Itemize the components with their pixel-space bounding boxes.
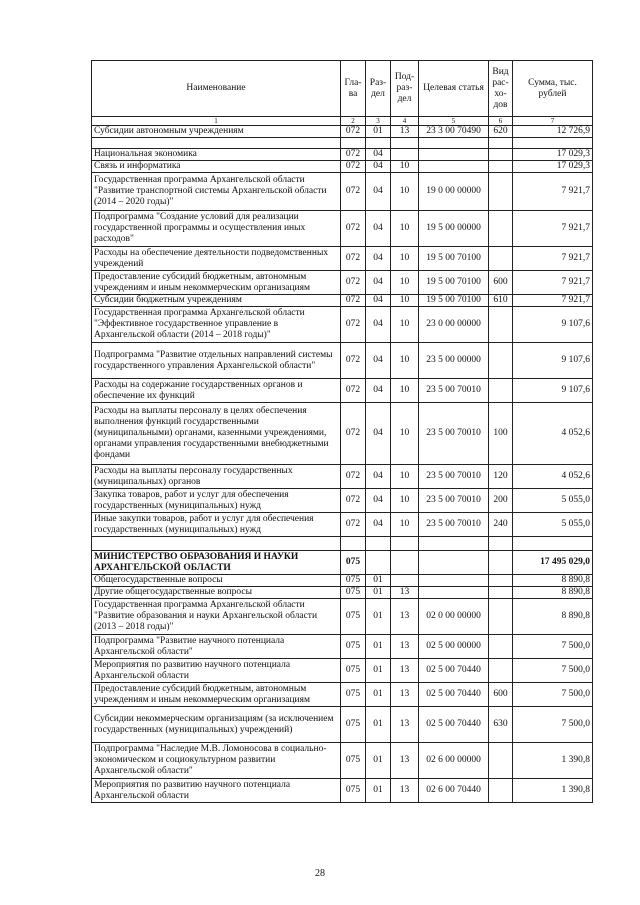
- row-expense-type: [489, 149, 513, 161]
- row-chapter: 072: [341, 307, 366, 343]
- table-row: [92, 403, 593, 465]
- table-row: [92, 149, 593, 161]
- row-subsection: 13: [391, 779, 419, 803]
- row-section: 04: [366, 161, 391, 173]
- row-section: 01: [366, 707, 391, 743]
- row-name: Общегосударственные вопросы: [92, 575, 341, 587]
- row-section: 01: [366, 635, 391, 659]
- row-sum: 9 107,6: [513, 343, 593, 379]
- row-target-article: 02 6 00 00000: [419, 743, 489, 779]
- table-row: [92, 587, 593, 599]
- row-subsection: 10: [391, 173, 419, 211]
- table-row: [92, 173, 593, 211]
- row-name: МИНИСТЕРСТВО ОБРАЗОВАНИЯ И НАУКИ АРХАНГЕЛЬСКОЙ ОБЛАСТИ: [92, 551, 341, 575]
- row-sum: 8 890,8: [513, 587, 593, 599]
- row-subsection: 13: [391, 659, 419, 683]
- row-sum: 7 921,7: [513, 173, 593, 211]
- row-sum: [513, 138, 593, 149]
- row-expense-type: [489, 211, 513, 247]
- header-name: Наименование: [92, 61, 341, 117]
- row-chapter: 075: [341, 587, 366, 599]
- row-sum: 8 890,8: [513, 599, 593, 635]
- row-sum: 9 107,6: [513, 307, 593, 343]
- table-spacer-row: [92, 138, 593, 149]
- row-name: Национальная экономика: [92, 149, 341, 161]
- row-subsection: 10: [391, 465, 419, 489]
- row-target-article: 23 5 00 70010: [419, 379, 489, 403]
- table-row: [92, 513, 593, 537]
- row-section: 01: [366, 126, 391, 138]
- row-section: 04: [366, 379, 391, 403]
- row-chapter: 072: [341, 161, 366, 173]
- table-row: [92, 161, 593, 173]
- row-section: 01: [366, 575, 391, 587]
- row-chapter: 072: [341, 489, 366, 513]
- row-target-article: 23 5 00 70010: [419, 513, 489, 537]
- row-section: 04: [366, 149, 391, 161]
- row-expense-type: [489, 635, 513, 659]
- table-row: [92, 379, 593, 403]
- row-name: Государственная программа Архангельской области "Эффективное государственное управление в Архангельской области (2014 – 2018 годы)": [92, 307, 341, 343]
- row-section: 04: [366, 173, 391, 211]
- budget-table: [91, 60, 593, 803]
- row-target-article: 23 5 00 70010: [419, 489, 489, 513]
- row-chapter: 072: [341, 403, 366, 465]
- row-chapter: 072: [341, 465, 366, 489]
- row-sum: 7 921,7: [513, 247, 593, 271]
- row-section: 04: [366, 295, 391, 307]
- row-section: 01: [366, 599, 391, 635]
- row-name: Расходы на содержание государственных органов и обеспечение их функций: [92, 379, 341, 403]
- row-sum: 12 726,9: [513, 126, 593, 138]
- table-row: [92, 659, 593, 683]
- row-sum: 7 500,0: [513, 635, 593, 659]
- row-sum: 1 390,8: [513, 743, 593, 779]
- row-target-article: 23 0 00 00000: [419, 307, 489, 343]
- row-sum: 5 055,0: [513, 513, 593, 537]
- row-name: Субсидии некоммерческим организациям (за исключением государственных (муниципальных) учреждений): [92, 707, 341, 743]
- table-row: [92, 343, 593, 379]
- row-chapter: 075: [341, 599, 366, 635]
- row-subsection: 10: [391, 513, 419, 537]
- row-expense-type: 120: [489, 465, 513, 489]
- row-chapter: 075: [341, 575, 366, 587]
- row-subsection: 13: [391, 599, 419, 635]
- row-section: 04: [366, 513, 391, 537]
- row-target-article: [419, 138, 489, 149]
- row-target-article: 19 5 00 70100: [419, 247, 489, 271]
- row-subsection: 10: [391, 403, 419, 465]
- row-expense-type: [489, 575, 513, 587]
- row-section: [366, 138, 391, 149]
- row-section: 04: [366, 247, 391, 271]
- column-number: 6: [489, 117, 513, 126]
- row-subsection: [391, 138, 419, 149]
- column-number: 4: [391, 117, 419, 126]
- row-subsection: 13: [391, 707, 419, 743]
- table-row: [92, 599, 593, 635]
- row-expense-type: [489, 379, 513, 403]
- row-name: Закупка товаров, работ и услуг для обеспечения государственных (муниципальных) нужд: [92, 489, 341, 513]
- row-sum: 17 495 029,0: [513, 551, 593, 575]
- table-row: [92, 635, 593, 659]
- row-name: Иные закупки товаров, работ и услуг для обеспечения государственных (муниципальных) нужд: [92, 513, 341, 537]
- row-expense-type: 600: [489, 271, 513, 295]
- table-header: [92, 61, 593, 126]
- row-expense-type: 100: [489, 403, 513, 465]
- row-expense-type: [489, 537, 513, 551]
- column-number: 2: [341, 117, 366, 126]
- row-section: 04: [366, 271, 391, 295]
- table-row: [92, 683, 593, 707]
- row-name: Связь и информатика: [92, 161, 341, 173]
- row-section: 01: [366, 779, 391, 803]
- row-section: 04: [366, 403, 391, 465]
- row-target-article: 19 5 00 70100: [419, 271, 489, 295]
- column-number: 3: [366, 117, 391, 126]
- row-sum: 5 055,0: [513, 489, 593, 513]
- header-razdel: Раз-дел: [366, 61, 391, 117]
- row-target-article: 19 5 00 70100: [419, 295, 489, 307]
- table-row: [92, 307, 593, 343]
- row-name: Подпрограмма "Создание условий для реализации государственной программы и осуществления иных расходов": [92, 211, 341, 247]
- row-name: [92, 138, 341, 149]
- row-expense-type: [489, 599, 513, 635]
- table-row: [92, 743, 593, 779]
- row-subsection: 10: [391, 247, 419, 271]
- column-number: 1: [92, 117, 341, 126]
- row-chapter: 072: [341, 343, 366, 379]
- row-name: Субсидии автономным учреждениям: [92, 126, 341, 138]
- row-expense-type: [489, 173, 513, 211]
- row-subsection: 13: [391, 587, 419, 599]
- row-sum: 7 500,0: [513, 659, 593, 683]
- row-subsection: 10: [391, 307, 419, 343]
- row-section: 01: [366, 587, 391, 599]
- row-subsection: 10: [391, 161, 419, 173]
- row-section: 01: [366, 743, 391, 779]
- row-target-article: [419, 537, 489, 551]
- row-subsection: 10: [391, 295, 419, 307]
- table-spacer-row: [92, 537, 593, 551]
- row-name: Государственная программа Архангельской области "Развитие транспортной системы Архангельской области (2014 – 2020 годы)": [92, 173, 341, 211]
- row-chapter: [341, 138, 366, 149]
- row-name: Другие общегосударственные вопросы: [92, 587, 341, 599]
- row-target-article: [419, 575, 489, 587]
- row-section: [366, 537, 391, 551]
- row-name: Подпрограмма "Наследие М.В. Ломоносова в социально-экономическом и социокультурном развитии Архангельской области": [92, 743, 341, 779]
- row-expense-type: [489, 779, 513, 803]
- row-target-article: 02 0 00 00000: [419, 599, 489, 635]
- row-name: Расходы на выплаты персоналу в целях обеспечения выполнения функций государственными (муниципальными) органами, казенными учреждениями, органами управления государственными внебюджетными фондами: [92, 403, 341, 465]
- row-expense-type: [489, 659, 513, 683]
- row-expense-type: 600: [489, 683, 513, 707]
- row-target-article: [419, 551, 489, 575]
- row-subsection: [391, 149, 419, 161]
- row-expense-type: [489, 343, 513, 379]
- row-expense-type: [489, 587, 513, 599]
- table-body: [92, 126, 593, 803]
- row-section: 01: [366, 659, 391, 683]
- table-row: [92, 551, 593, 575]
- row-expense-type: 200: [489, 489, 513, 513]
- row-target-article: 02 5 00 70440: [419, 707, 489, 743]
- row-sum: 7 921,7: [513, 295, 593, 307]
- row-sum: 8 890,8: [513, 575, 593, 587]
- row-chapter: 072: [341, 211, 366, 247]
- table-row: [92, 211, 593, 247]
- row-sum: 9 107,6: [513, 379, 593, 403]
- row-target-article: 02 5 00 70440: [419, 659, 489, 683]
- row-section: 04: [366, 489, 391, 513]
- row-expense-type: 240: [489, 513, 513, 537]
- row-chapter: 075: [341, 659, 366, 683]
- row-chapter: 072: [341, 126, 366, 138]
- row-expense-type: [489, 307, 513, 343]
- row-expense-type: 610: [489, 295, 513, 307]
- row-section: [366, 551, 391, 575]
- row-sum: 17 029,3: [513, 149, 593, 161]
- row-subsection: [391, 537, 419, 551]
- row-sum: 1 390,8: [513, 779, 593, 803]
- row-target-article: 02 6 00 70440: [419, 779, 489, 803]
- column-number: 7: [513, 117, 593, 126]
- table-row: [92, 575, 593, 587]
- row-sum: 7 921,7: [513, 271, 593, 295]
- table-row: [92, 465, 593, 489]
- header-expense-type: Вид рас-хо-дов: [489, 61, 513, 117]
- row-chapter: 072: [341, 149, 366, 161]
- row-chapter: 075: [341, 779, 366, 803]
- row-chapter: 072: [341, 295, 366, 307]
- row-expense-type: [489, 551, 513, 575]
- row-expense-type: [489, 138, 513, 149]
- row-subsection: 10: [391, 379, 419, 403]
- row-subsection: 13: [391, 683, 419, 707]
- row-chapter: 072: [341, 247, 366, 271]
- row-subsection: 13: [391, 126, 419, 138]
- row-chapter: 072: [341, 271, 366, 295]
- row-chapter: 075: [341, 551, 366, 575]
- row-section: 04: [366, 307, 391, 343]
- row-subsection: [391, 575, 419, 587]
- row-subsection: 10: [391, 211, 419, 247]
- row-expense-type: [489, 247, 513, 271]
- row-section: 04: [366, 211, 391, 247]
- row-name: Расходы на обеспечение деятельности подведомственных учреждений: [92, 247, 341, 271]
- row-expense-type: [489, 161, 513, 173]
- table-row: [92, 295, 593, 307]
- table-row: [92, 779, 593, 803]
- row-expense-type: [489, 743, 513, 779]
- row-sum: 4 052,6: [513, 465, 593, 489]
- row-subsection: 10: [391, 489, 419, 513]
- row-subsection: 10: [391, 271, 419, 295]
- row-name: [92, 537, 341, 551]
- row-target-article: [419, 587, 489, 599]
- row-target-article: [419, 161, 489, 173]
- row-name: Мероприятия по развитию научного потенциала Архангельской области: [92, 779, 341, 803]
- row-name: Государственная программа Архангельской области "Развитие образования и науки Архангельской области (2013 – 2018 годы)": [92, 599, 341, 635]
- row-expense-type: 630: [489, 707, 513, 743]
- row-target-article: 23 5 00 70010: [419, 465, 489, 489]
- row-sum: 4 052,6: [513, 403, 593, 465]
- row-sum: 7 500,0: [513, 683, 593, 707]
- row-subsection: [391, 551, 419, 575]
- row-target-article: 23 5 00 70010: [419, 403, 489, 465]
- row-section: 04: [366, 343, 391, 379]
- row-name: Подпрограмма "Развитие научного потенциала Архангельской области": [92, 635, 341, 659]
- row-chapter: [341, 537, 366, 551]
- header-sum: Сумма, тыс. рублей: [513, 61, 593, 117]
- row-subsection: 13: [391, 635, 419, 659]
- row-sum: 17 029,3: [513, 161, 593, 173]
- header-target-article: Целевая статья: [419, 61, 489, 117]
- row-target-article: 23 3 00 70490: [419, 126, 489, 138]
- row-target-article: 02 5 00 00000: [419, 635, 489, 659]
- column-number: 5: [419, 117, 489, 126]
- header-glava: Гла-ва: [341, 61, 366, 117]
- row-name: Подпрограмма "Развитие отдельных направлений системы государственного управления Архангельской области": [92, 343, 341, 379]
- row-sum: 7 500,0: [513, 707, 593, 743]
- row-chapter: 072: [341, 173, 366, 211]
- table-row: [92, 271, 593, 295]
- row-chapter: 072: [341, 513, 366, 537]
- row-sum: [513, 537, 593, 551]
- row-name: Мероприятия по развитию научного потенциала Архангельской области: [92, 659, 341, 683]
- header-podrazdel: Под-раз-дел: [391, 61, 419, 117]
- row-target-article: 02 5 00 70440: [419, 683, 489, 707]
- table-row: [92, 707, 593, 743]
- row-name: Субсидии бюджетным учреждениям: [92, 295, 341, 307]
- row-subsection: 13: [391, 743, 419, 779]
- row-chapter: 075: [341, 743, 366, 779]
- table-row: [92, 247, 593, 271]
- row-section: 01: [366, 683, 391, 707]
- row-chapter: 072: [341, 379, 366, 403]
- row-target-article: 23 5 00 00000: [419, 343, 489, 379]
- row-target-article: 19 5 00 00000: [419, 211, 489, 247]
- table-row: [92, 126, 593, 138]
- row-chapter: 075: [341, 683, 366, 707]
- table-row: [92, 489, 593, 513]
- row-chapter: 075: [341, 635, 366, 659]
- row-target-article: 19 0 00 00000: [419, 173, 489, 211]
- row-name: Предоставление субсидий бюджетным, автономным учреждениям и иным некоммерческим организациям: [92, 271, 341, 295]
- row-name: Расходы на выплаты персоналу государственных (муниципальных) органов: [92, 465, 341, 489]
- row-subsection: 10: [391, 343, 419, 379]
- column-number-row: [92, 117, 593, 126]
- row-section: 04: [366, 465, 391, 489]
- row-target-article: [419, 149, 489, 161]
- row-sum: 7 921,7: [513, 211, 593, 247]
- row-chapter: 075: [341, 707, 366, 743]
- row-expense-type: 620: [489, 126, 513, 138]
- row-name: Предоставление субсидий бюджетным, автономным учреждениям и иным некоммерческим организациям: [92, 683, 341, 707]
- page-number: 28: [315, 868, 325, 879]
